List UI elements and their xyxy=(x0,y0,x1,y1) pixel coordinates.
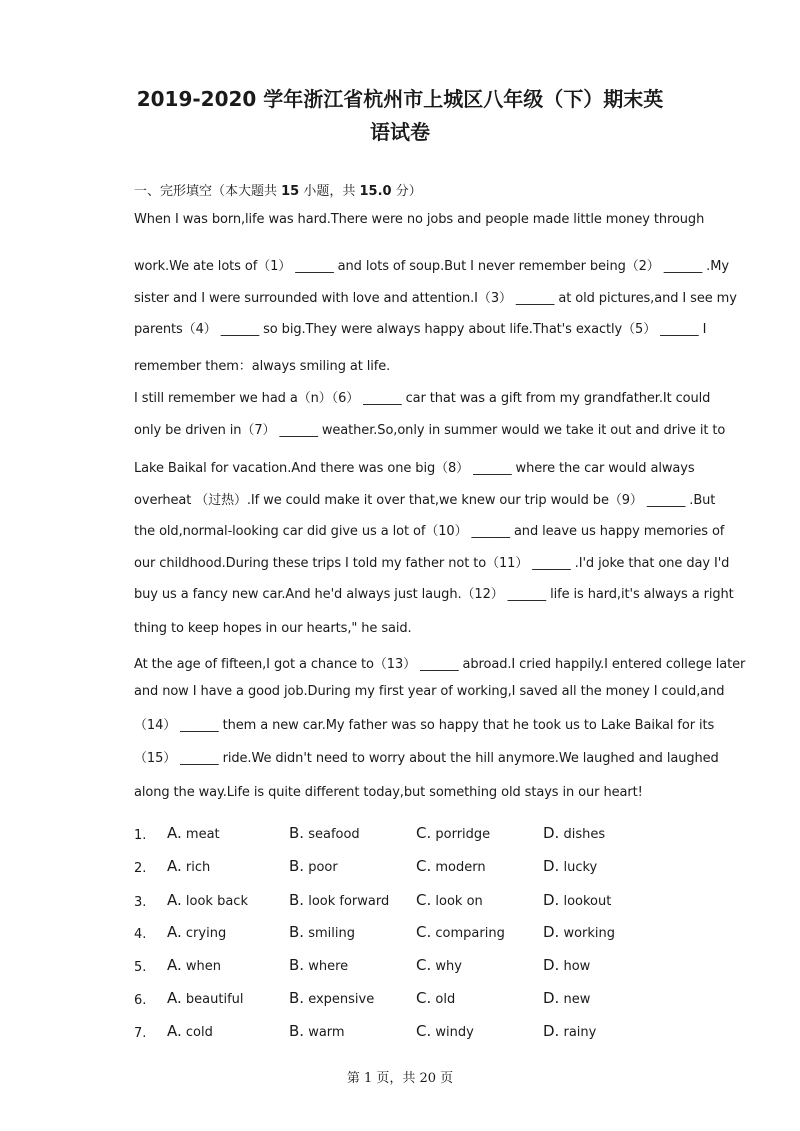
option-c xyxy=(416,989,455,1007)
option-text: how xyxy=(563,959,591,974)
option-text: porridge xyxy=(435,827,491,842)
option-d xyxy=(543,923,615,941)
passage-line: （15） ______ ride.We didn't need to worry about the hill anymore.We laughed and laughed xyxy=(134,751,719,766)
option-c xyxy=(416,857,486,875)
option-c xyxy=(416,923,505,941)
question-number: 3. xyxy=(134,895,147,910)
option-letter: B. xyxy=(289,989,305,1007)
passage-line: Lake Baikal for vacation.And there was one big（8） ______ where the car would always xyxy=(134,461,695,476)
passage-line: overheat （过热）.If we could make it over that,we knew our trip would be（9） ______ .But xyxy=(134,493,716,508)
option-text: look on xyxy=(435,894,483,909)
option-d xyxy=(543,891,611,909)
passage-line: work.We ate lots of（1） ______ and lots of soup.But I never remember being（2） ______ .My xyxy=(134,259,729,274)
question-row xyxy=(134,824,694,848)
option-a xyxy=(167,857,210,875)
passage-line: At the age of fifteen,I got a chance to（13） ______ abroad.I cried happily.I entered college later xyxy=(134,657,746,672)
option-letter: B. xyxy=(289,923,305,941)
section-suffix: 分） xyxy=(391,184,422,199)
option-letter: A. xyxy=(167,857,182,875)
option-text: look back xyxy=(185,894,248,909)
option-c xyxy=(416,824,490,842)
option-d xyxy=(543,956,590,974)
option-letter: B. xyxy=(289,857,305,875)
question-row xyxy=(134,956,694,980)
option-text: seafood xyxy=(308,827,360,842)
option-letter: B. xyxy=(289,1022,305,1040)
option-b xyxy=(289,989,374,1007)
option-letter: A. xyxy=(167,824,182,842)
option-b xyxy=(289,923,355,941)
passage-line: When I was born,life was hard.There were no jobs and people made little money through xyxy=(134,212,705,227)
option-c xyxy=(416,956,462,974)
section-mid: 小题，共 xyxy=(299,184,360,199)
option-a xyxy=(167,923,226,941)
question-number: 1. xyxy=(134,828,147,843)
question-row xyxy=(134,989,694,1013)
option-text: warm xyxy=(308,1025,345,1040)
option-text: lucky xyxy=(563,860,598,875)
option-letter: D. xyxy=(543,989,560,1007)
option-text: poor xyxy=(308,860,338,875)
option-letter: D. xyxy=(543,824,560,842)
option-letter: A. xyxy=(167,956,182,974)
question-number: 6. xyxy=(134,993,147,1008)
option-b xyxy=(289,857,338,875)
option-letter: D. xyxy=(543,1022,560,1040)
option-b xyxy=(289,891,389,909)
question-row xyxy=(134,857,694,881)
option-d xyxy=(543,1022,596,1040)
option-text: why xyxy=(435,959,462,974)
option-b xyxy=(289,1022,345,1040)
option-text: dishes xyxy=(563,827,606,842)
option-letter: C. xyxy=(416,1022,432,1040)
option-d xyxy=(543,824,605,842)
option-text: meat xyxy=(185,827,220,842)
exam-title xyxy=(120,83,680,149)
question-row xyxy=(134,891,694,915)
option-text: cold xyxy=(185,1025,213,1040)
title-line-2: 语试卷 xyxy=(370,120,430,144)
passage-line: I still remember we had a（n）（6） ______ car that was a gift from my grandfather.It could xyxy=(134,391,711,406)
option-text: comparing xyxy=(435,926,505,941)
option-letter: A. xyxy=(167,923,182,941)
question-number: 5. xyxy=(134,960,147,975)
option-text: working xyxy=(563,926,616,941)
option-a xyxy=(167,824,220,842)
option-text: when xyxy=(185,959,222,974)
option-letter: C. xyxy=(416,891,432,909)
page-footer: 第 1 页，共 20 页 xyxy=(346,1071,454,1086)
option-text: old xyxy=(435,992,456,1007)
option-letter: D. xyxy=(543,857,560,875)
passage-line: and now I have a good job.During my first year of working,I saved all the money I could,and xyxy=(134,684,725,699)
passage-line: buy us a fancy new car.And he'd always just laugh.（12） ______ life is hard,it's always a right xyxy=(134,587,734,602)
option-a xyxy=(167,1022,213,1040)
option-text: rich xyxy=(185,860,211,875)
option-d xyxy=(543,989,590,1007)
option-letter: B. xyxy=(289,891,305,909)
option-text: modern xyxy=(435,860,486,875)
option-letter: A. xyxy=(167,989,182,1007)
passage-line: parents（4） ______ so big.They were always happy about life.That's exactly（5） ______ I xyxy=(134,322,707,337)
option-letter: C. xyxy=(416,923,432,941)
option-b xyxy=(289,956,348,974)
option-letter: B. xyxy=(289,956,305,974)
total-score: 15.0 xyxy=(359,184,392,199)
option-text: where xyxy=(308,959,349,974)
option-a xyxy=(167,989,244,1007)
option-text: look forward xyxy=(308,894,390,909)
option-letter: D. xyxy=(543,923,560,941)
option-b xyxy=(289,824,360,842)
passage-line: our childhood.During these trips I told my father not to（11） ______ .I'd joke that one day I'd xyxy=(134,556,730,571)
option-letter: C. xyxy=(416,824,432,842)
title-line-1: 2019-2020 学年浙江省杭州市上城区八年级（下）期末英 xyxy=(136,87,664,111)
passage-line: sister and I were surrounded with love and attention.I（3） ______ at old pictures,and I see my xyxy=(134,291,737,306)
option-letter: D. xyxy=(543,956,560,974)
option-a xyxy=(167,956,221,974)
section-prefix: 一、完形填空（本大题共 xyxy=(134,184,282,199)
option-text: smiling xyxy=(308,926,355,941)
option-letter: C. xyxy=(416,857,432,875)
question-row xyxy=(134,923,694,947)
question-count: 15 xyxy=(281,184,300,199)
option-a xyxy=(167,891,248,909)
passage-line: remember them：always smiling at life. xyxy=(134,359,391,374)
option-text: lookout xyxy=(563,894,612,909)
option-text: expensive xyxy=(308,992,375,1007)
option-letter: D. xyxy=(543,891,560,909)
question-number: 4. xyxy=(134,927,147,942)
section-heading xyxy=(134,180,422,199)
option-d xyxy=(543,857,597,875)
passage-line: the old,normal-looking car did give us a lot of（10） ______ and leave us happy memories of xyxy=(134,524,725,539)
question-number: 7. xyxy=(134,1026,147,1041)
option-letter: B. xyxy=(289,824,305,842)
option-letter: A. xyxy=(167,1022,182,1040)
question-row xyxy=(134,1022,694,1046)
option-text: beautiful xyxy=(185,992,244,1007)
passage-line: along the way.Life is quite different today,but something old stays in our heart! xyxy=(134,785,643,800)
option-c xyxy=(416,1022,474,1040)
option-text: rainy xyxy=(563,1025,597,1040)
passage-line: thing to keep hopes in our hearts," he said. xyxy=(134,621,412,636)
option-letter: A. xyxy=(167,891,182,909)
option-letter: C. xyxy=(416,956,432,974)
question-number: 2. xyxy=(134,861,147,876)
passage-line: only be driven in（7） ______ weather.So,only in summer would we take it out and drive it to xyxy=(134,423,726,438)
option-text: new xyxy=(563,992,591,1007)
option-c xyxy=(416,891,483,909)
passage-line: （14） ______ them a new car.My father was so happy that he took us to Lake Baikal for its xyxy=(134,718,715,733)
option-letter: C. xyxy=(416,989,432,1007)
option-text: windy xyxy=(435,1025,474,1040)
option-text: crying xyxy=(185,926,227,941)
